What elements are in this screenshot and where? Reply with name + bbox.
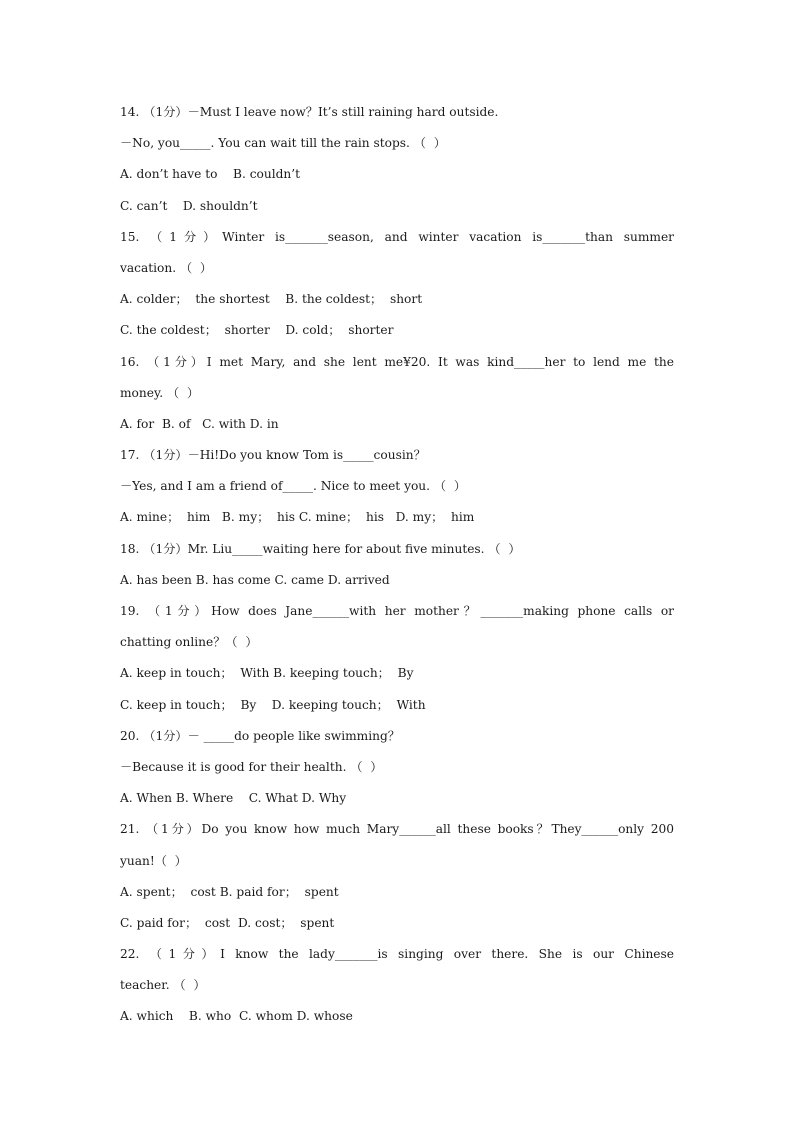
question-text: chatting online？（ ） (120, 635, 258, 650)
answer-options: C. the coldest； shorter D. cold； shorter (120, 323, 394, 338)
question-15 (120, 222, 674, 347)
question-text: 15. （1分）Winter is_______season, and winter vacation is_______than summer (120, 229, 674, 244)
question-text: vacation. （ ） (120, 260, 213, 275)
question-20 (120, 721, 674, 815)
answer-options: A. don’t have to B. couldn’t (120, 167, 301, 182)
answer-options: C. keep in touch； By D. keeping touch； With (120, 697, 426, 712)
question-text: money. （ ） (120, 385, 200, 400)
answer-options: A. colder； the shortest B. the coldest； short (120, 292, 423, 307)
answer-options: A. When B. Where C. What D. Why (120, 791, 347, 806)
answer-options: A. keep in touch； With B. keeping touch； By (120, 666, 414, 681)
question-18 (120, 534, 674, 596)
exam-page (120, 97, 674, 1033)
question-22 (120, 939, 674, 1033)
answer-options: A. spent； cost B. paid for； spent (120, 884, 339, 899)
answer-options: C. can’t D. shouldn’t (120, 198, 258, 213)
question-16 (120, 347, 674, 441)
question-text: 21. （1分）Do you know how much Mary______all these books？They______only 200 (120, 822, 674, 837)
question-text: 14. （1分）－Must I leave now？It’s still raining hard outside. (120, 105, 499, 119)
question-text: yuan!（ ） (120, 853, 187, 868)
question-text: teacher. （ ） (120, 978, 206, 993)
question-text: 20. （1分）－ _____do people like swimming？ (120, 728, 400, 743)
question-text: －Because it is good for their health. （ ） (120, 759, 383, 774)
answer-options: A. for B. of C. with D. in (120, 416, 279, 431)
question-text: －No, you_____. You can wait till the rain stops. （ ） (120, 136, 446, 151)
answer-options: A. mine； him B. my； his C. mine； his D. my； him (120, 510, 475, 525)
answer-options: A. has been B. has come C. came D. arrived (120, 572, 390, 587)
question-text: 19. （1分）How does Jane______with her mother？_______making phone calls or (120, 604, 674, 618)
question-text: 16. （1分）I met Mary, and she lent me¥20. It was kind_____her to lend me the (120, 354, 674, 369)
question-text: 17. （1分）－Hi!Do you know Tom is_____cousin？ (120, 448, 426, 463)
question-17 (120, 440, 674, 534)
question-text: －Yes, and I am a friend of_____. Nice to meet you. （ ） (120, 479, 467, 494)
question-19 (120, 596, 674, 721)
question-14 (120, 97, 674, 222)
answer-options: A. which B. who C. whom D. whose (120, 1009, 353, 1024)
question-text: 18. （1分）Mr. Liu_____waiting here for about five minutes. （ ） (120, 541, 521, 556)
question-21 (120, 814, 674, 939)
answer-options: C. paid for； cost D. cost； spent (120, 915, 335, 930)
question-text: 22. （1分）I know the lady_______is singing over there. She is our Chinese (120, 947, 674, 962)
